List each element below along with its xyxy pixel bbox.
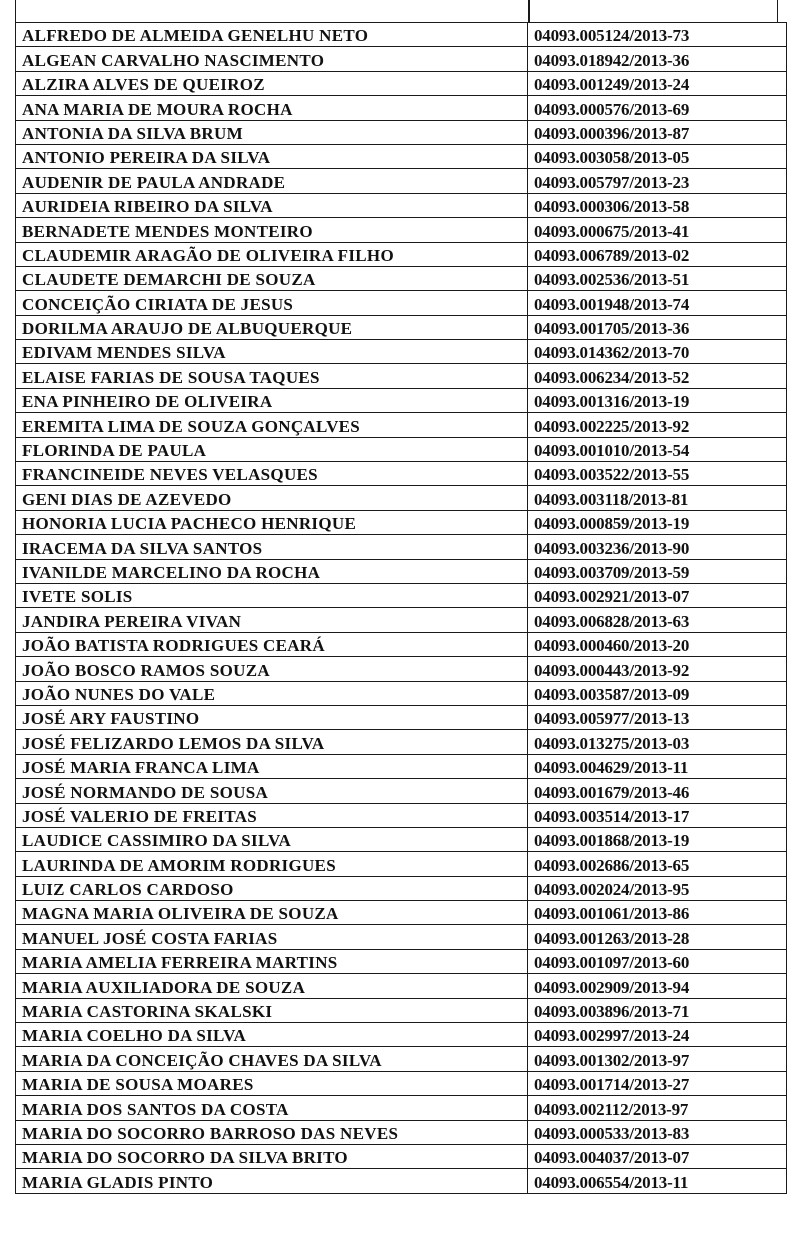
process-number-cell: 04093.005977/2013-13 bbox=[528, 705, 787, 729]
process-number-cell: 04093.002024/2013-95 bbox=[528, 876, 787, 900]
person-name-cell: MARIA AUXILIADORA DE SOUZA bbox=[16, 974, 528, 998]
table-row bbox=[16, 266, 787, 290]
person-name-cell: HONORIA LUCIA PACHECO HENRIQUE bbox=[16, 510, 528, 534]
person-name-cell: ALFREDO DE ALMEIDA GENELHU NETO bbox=[16, 23, 528, 47]
table-row bbox=[16, 71, 787, 95]
process-number-cell: 04093.000859/2013-19 bbox=[528, 510, 787, 534]
table-row bbox=[16, 657, 787, 681]
person-name-cell: ANA MARIA DE MOURA ROCHA bbox=[16, 96, 528, 120]
column-divider bbox=[528, 0, 530, 22]
person-name-cell: MAGNA MARIA OLIVEIRA DE SOUZA bbox=[16, 901, 528, 925]
person-name-cell: MARIA GLADIS PINTO bbox=[16, 1169, 528, 1193]
process-number-cell: 04093.000306/2013-58 bbox=[528, 193, 787, 217]
process-number-cell: 04093.003118/2013-81 bbox=[528, 486, 787, 510]
table-row bbox=[16, 218, 787, 242]
table-row bbox=[16, 705, 787, 729]
table-row bbox=[16, 1047, 787, 1071]
process-number-cell: 04093.000396/2013-87 bbox=[528, 120, 787, 144]
process-number-cell: 04093.003522/2013-55 bbox=[528, 462, 787, 486]
table-row bbox=[16, 608, 787, 632]
process-number-cell: 04093.002112/2013-97 bbox=[528, 1096, 787, 1120]
table-row bbox=[16, 120, 787, 144]
person-name-cell: ENA PINHEIRO DE OLIVEIRA bbox=[16, 388, 528, 412]
person-name-cell: JOSÉ MARIA FRANCA LIMA bbox=[16, 754, 528, 778]
process-number-cell: 04093.001948/2013-74 bbox=[528, 291, 787, 315]
table-row bbox=[16, 193, 787, 217]
process-number-cell: 04093.006554/2013-11 bbox=[528, 1169, 787, 1193]
table-row bbox=[16, 510, 787, 534]
table-top-edge bbox=[15, 0, 778, 22]
process-number-cell: 04093.002686/2013-65 bbox=[528, 852, 787, 876]
person-name-cell: AURIDEIA RIBEIRO DA SILVA bbox=[16, 193, 528, 217]
process-number-cell: 04093.000675/2013-41 bbox=[528, 218, 787, 242]
table-row bbox=[16, 974, 787, 998]
table-row bbox=[16, 1023, 787, 1047]
process-number-cell: 04093.001263/2013-28 bbox=[528, 925, 787, 949]
table-row bbox=[16, 96, 787, 120]
process-number-cell: 04093.004037/2013-07 bbox=[528, 1144, 787, 1168]
table-row bbox=[16, 413, 787, 437]
person-name-cell: EDIVAM MENDES SILVA bbox=[16, 340, 528, 364]
person-name-cell: FRANCINEIDE NEVES VELASQUES bbox=[16, 462, 528, 486]
table-row bbox=[16, 169, 787, 193]
table-row bbox=[16, 949, 787, 973]
person-name-cell: JOÃO NUNES DO VALE bbox=[16, 681, 528, 705]
person-name-cell: CLAUDETE DEMARCHI DE SOUZA bbox=[16, 266, 528, 290]
person-name-cell: JOSÉ ARY FAUSTINO bbox=[16, 705, 528, 729]
process-number-cell: 04093.003514/2013-17 bbox=[528, 803, 787, 827]
process-number-cell: 04093.002997/2013-24 bbox=[528, 1023, 787, 1047]
person-name-cell: EREMITA LIMA DE SOUZA GONÇALVES bbox=[16, 413, 528, 437]
person-name-cell: JOSÉ NORMANDO DE SOUSA bbox=[16, 779, 528, 803]
process-number-cell: 04093.014362/2013-70 bbox=[528, 340, 787, 364]
table-row bbox=[16, 364, 787, 388]
person-name-cell: MANUEL JOSÉ COSTA FARIAS bbox=[16, 925, 528, 949]
person-name-cell: CONCEIÇÃO CIRIATA DE JESUS bbox=[16, 291, 528, 315]
process-number-cell: 04093.001868/2013-19 bbox=[528, 827, 787, 851]
process-number-cell: 04093.001097/2013-60 bbox=[528, 949, 787, 973]
person-name-cell: JOÃO BATISTA RODRIGUES CEARÁ bbox=[16, 632, 528, 656]
process-number-cell: 04093.018942/2013-36 bbox=[528, 47, 787, 71]
person-name-cell: MARIA DOS SANTOS DA COSTA bbox=[16, 1096, 528, 1120]
process-number-cell: 04093.002921/2013-07 bbox=[528, 583, 787, 607]
person-name-cell: MARIA AMELIA FERREIRA MARTINS bbox=[16, 949, 528, 973]
person-name-cell: GENI DIAS DE AZEVEDO bbox=[16, 486, 528, 510]
person-name-cell: IVANILDE MARCELINO DA ROCHA bbox=[16, 559, 528, 583]
person-name-cell: DORILMA ARAUJO DE ALBUQUERQUE bbox=[16, 315, 528, 339]
process-number-cell: 04093.003709/2013-59 bbox=[528, 559, 787, 583]
process-number-cell: 04093.000576/2013-69 bbox=[528, 96, 787, 120]
table-row bbox=[16, 47, 787, 71]
person-name-cell: AUDENIR DE PAULA ANDRADE bbox=[16, 169, 528, 193]
process-number-cell: 04093.001679/2013-46 bbox=[528, 779, 787, 803]
person-name-cell: ANTONIA DA SILVA BRUM bbox=[16, 120, 528, 144]
person-name-cell: MARIA DO SOCORRO BARROSO DAS NEVES bbox=[16, 1120, 528, 1144]
table-row bbox=[16, 583, 787, 607]
table-row bbox=[16, 1120, 787, 1144]
table-row bbox=[16, 437, 787, 461]
person-name-cell: MARIA DO SOCORRO DA SILVA BRITO bbox=[16, 1144, 528, 1168]
process-number-cell: 04093.000460/2013-20 bbox=[528, 632, 787, 656]
process-number-cell: 04093.013275/2013-03 bbox=[528, 730, 787, 754]
process-number-cell: 04093.001010/2013-54 bbox=[528, 437, 787, 461]
table-row bbox=[16, 998, 787, 1022]
process-number-cell: 04093.002225/2013-92 bbox=[528, 413, 787, 437]
process-number-cell: 04093.006828/2013-63 bbox=[528, 608, 787, 632]
person-name-cell: ALZIRA ALVES DE QUEIROZ bbox=[16, 71, 528, 95]
process-number-cell: 04093.000533/2013-83 bbox=[528, 1120, 787, 1144]
person-name-cell: ALGEAN CARVALHO NASCIMENTO bbox=[16, 47, 528, 71]
table-row bbox=[16, 876, 787, 900]
process-number-cell: 04093.003236/2013-90 bbox=[528, 535, 787, 559]
table-row bbox=[16, 803, 787, 827]
table-row bbox=[16, 23, 787, 47]
person-name-cell: IVETE SOLIS bbox=[16, 583, 528, 607]
table-row bbox=[16, 754, 787, 778]
table-row bbox=[16, 1071, 787, 1095]
table-row bbox=[16, 681, 787, 705]
process-number-cell: 04093.001302/2013-97 bbox=[528, 1047, 787, 1071]
table-row bbox=[16, 462, 787, 486]
process-number-cell: 04093.001316/2013-19 bbox=[528, 388, 787, 412]
process-number-cell: 04093.001249/2013-24 bbox=[528, 71, 787, 95]
person-name-cell: MARIA CASTORINA SKALSKI bbox=[16, 998, 528, 1022]
person-name-cell: CLAUDEMIR ARAGÃO DE OLIVEIRA FILHO bbox=[16, 242, 528, 266]
person-name-cell: JOÃO BOSCO RAMOS SOUZA bbox=[16, 657, 528, 681]
person-name-cell: MARIA COELHO DA SILVA bbox=[16, 1023, 528, 1047]
table-row bbox=[16, 925, 787, 949]
table-row bbox=[16, 901, 787, 925]
process-number-cell: 04093.001714/2013-27 bbox=[528, 1071, 787, 1095]
table-row bbox=[16, 827, 787, 851]
person-name-cell: MARIA DE SOUSA MOARES bbox=[16, 1071, 528, 1095]
person-name-cell: LAUDICE CASSIMIRO DA SILVA bbox=[16, 827, 528, 851]
table-row bbox=[16, 1096, 787, 1120]
process-number-cell: 04093.003587/2013-09 bbox=[528, 681, 787, 705]
table-row bbox=[16, 340, 787, 364]
process-number-cell: 04093.004629/2013-11 bbox=[528, 754, 787, 778]
person-name-cell: BERNADETE MENDES MONTEIRO bbox=[16, 218, 528, 242]
person-name-cell: JANDIRA PEREIRA VIVAN bbox=[16, 608, 528, 632]
person-name-cell: JOSÉ FELIZARDO LEMOS DA SILVA bbox=[16, 730, 528, 754]
table-row bbox=[16, 852, 787, 876]
process-number-cell: 04093.003896/2013-71 bbox=[528, 998, 787, 1022]
table-row bbox=[16, 388, 787, 412]
table-row bbox=[16, 315, 787, 339]
table-row bbox=[16, 242, 787, 266]
person-name-cell: FLORINDA DE PAULA bbox=[16, 437, 528, 461]
table-row bbox=[16, 1169, 787, 1193]
process-number-cell: 04093.002909/2013-94 bbox=[528, 974, 787, 998]
process-number-cell: 04093.005124/2013-73 bbox=[528, 23, 787, 47]
process-number-cell: 04093.002536/2013-51 bbox=[528, 266, 787, 290]
table-row bbox=[16, 632, 787, 656]
table-body bbox=[16, 23, 787, 1194]
process-number-cell: 04093.000443/2013-92 bbox=[528, 657, 787, 681]
table-row bbox=[16, 730, 787, 754]
process-number-cell: 04093.006234/2013-52 bbox=[528, 364, 787, 388]
table-row bbox=[16, 535, 787, 559]
person-name-cell: IRACEMA DA SILVA SANTOS bbox=[16, 535, 528, 559]
table-row bbox=[16, 559, 787, 583]
person-name-cell: LUIZ CARLOS CARDOSO bbox=[16, 876, 528, 900]
table-row bbox=[16, 779, 787, 803]
table-row bbox=[16, 486, 787, 510]
process-number-cell: 04093.003058/2013-05 bbox=[528, 144, 787, 168]
table-row bbox=[16, 144, 787, 168]
beneficiary-table bbox=[15, 22, 787, 1194]
process-number-cell: 04093.006789/2013-02 bbox=[528, 242, 787, 266]
person-name-cell: JOSÉ VALERIO DE FREITAS bbox=[16, 803, 528, 827]
process-number-cell: 04093.001061/2013-86 bbox=[528, 901, 787, 925]
process-number-cell: 04093.001705/2013-36 bbox=[528, 315, 787, 339]
person-name-cell: ANTONIO PEREIRA DA SILVA bbox=[16, 144, 528, 168]
process-number-cell: 04093.005797/2013-23 bbox=[528, 169, 787, 193]
person-name-cell: MARIA DA CONCEIÇÃO CHAVES DA SILVA bbox=[16, 1047, 528, 1071]
table-row bbox=[16, 291, 787, 315]
person-name-cell: ELAISE FARIAS DE SOUSA TAQUES bbox=[16, 364, 528, 388]
person-name-cell: LAURINDA DE AMORIM RODRIGUES bbox=[16, 852, 528, 876]
table-row bbox=[16, 1144, 787, 1168]
